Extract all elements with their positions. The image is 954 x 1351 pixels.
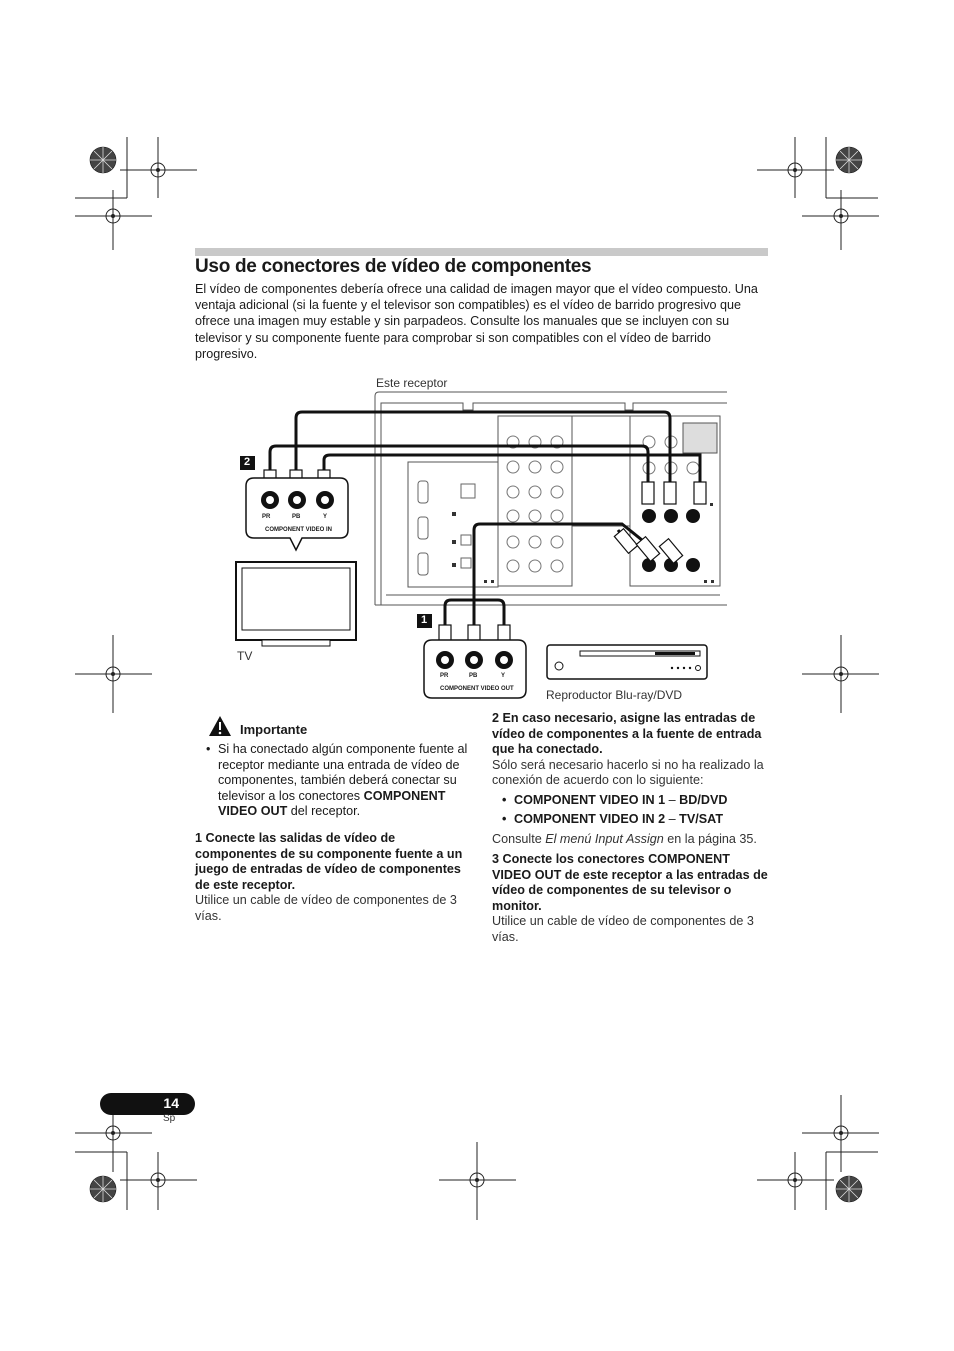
step-3 (492, 852, 772, 946)
important-heading: Importante (240, 722, 308, 737)
language-code: Sp (163, 1113, 176, 1124)
step-1-title: 1 Conecte las salidas de vídeo de componentes de su componente fuente a un juego de entradas de vídeo de componentes de este receptor. (195, 831, 463, 892)
section-title: Uso de conectores de vídeo de componentes (195, 256, 592, 277)
tv-label: TV (237, 649, 253, 663)
step-2-reference: Consulte El menú Input Assign en la página 35. (492, 832, 757, 847)
tv-jack-pr: PR (262, 514, 271, 520)
player-label: Reproductor Blu-ray/DVD (546, 688, 683, 702)
callout-1: 1 (421, 614, 428, 626)
player-jack-y: Y (501, 673, 506, 679)
step-1-body: Utilice un cable de vídeo de componentes de 3 vías. (195, 893, 457, 923)
tv-jack-y: Y (323, 514, 328, 520)
step-1 (195, 831, 477, 925)
player-jack-pr: PR (440, 673, 449, 679)
warning-icon (208, 715, 232, 737)
step-2 (492, 711, 772, 848)
intro-paragraph: El vídeo de componentes debería ofrece una calidad de imagen mayor que el vídeo compuesto. Una ventaja adicional (si la fuente y el televisor son compatibles) es el vídeo de barrido progresivo que ofrece una imagen muy estable y sin parpadeos. Consulte los manuales que se incluyen con su televisor y su componente fuente para comprobar si son compatibles con el vídeo de barrido progresivo. (195, 282, 758, 361)
player-jack-pb: PB (469, 673, 478, 679)
step-2-body: Sólo será necesario hacerlo si no ha realizado la conexión de acuerdo con lo siguiente: (492, 757, 764, 788)
tv-jack-caption: COMPONENT VIDEO IN (265, 527, 333, 533)
page-number-tab (100, 1093, 195, 1115)
bluray-player-illustration (547, 645, 707, 679)
step-2-title: 2 En caso necesario, asigne las entradas de vídeo de componentes a la fuente de entrada que ha conectado. (492, 711, 762, 757)
step-3-title: 3 Conecte los conectores COMPONENT VIDEO OUT de este receptor a las entradas de vídeo de componentes de su televisor o monitor. (492, 852, 768, 913)
connection-diagram (230, 372, 730, 712)
page-number: 14 (163, 1095, 179, 1111)
section-rule (195, 248, 768, 256)
player-jack-caption: COMPONENT VIDEO OUT (440, 686, 514, 692)
callout-2: 2 (244, 456, 251, 468)
tv-illustration (236, 562, 356, 646)
important-note: • Si ha conectado algún componente fuente al receptor mediante una entrada de vídeo de componentes, también deberá conectar su televisor a los conectores COMPONENT VIDEO OUT del receptor. (196, 742, 474, 820)
tv-jack-pb: PB (292, 514, 301, 520)
step-2-bullet-2: • COMPONENT VIDEO IN 2 – TV/SAT (492, 812, 772, 828)
receiver-label: Este receptor (376, 376, 448, 390)
step-3-body: Utilice un cable de vídeo de componentes de 3 vías. (492, 914, 754, 944)
step-2-bullet-1: • COMPONENT VIDEO IN 1 – BD/DVD (492, 793, 772, 809)
